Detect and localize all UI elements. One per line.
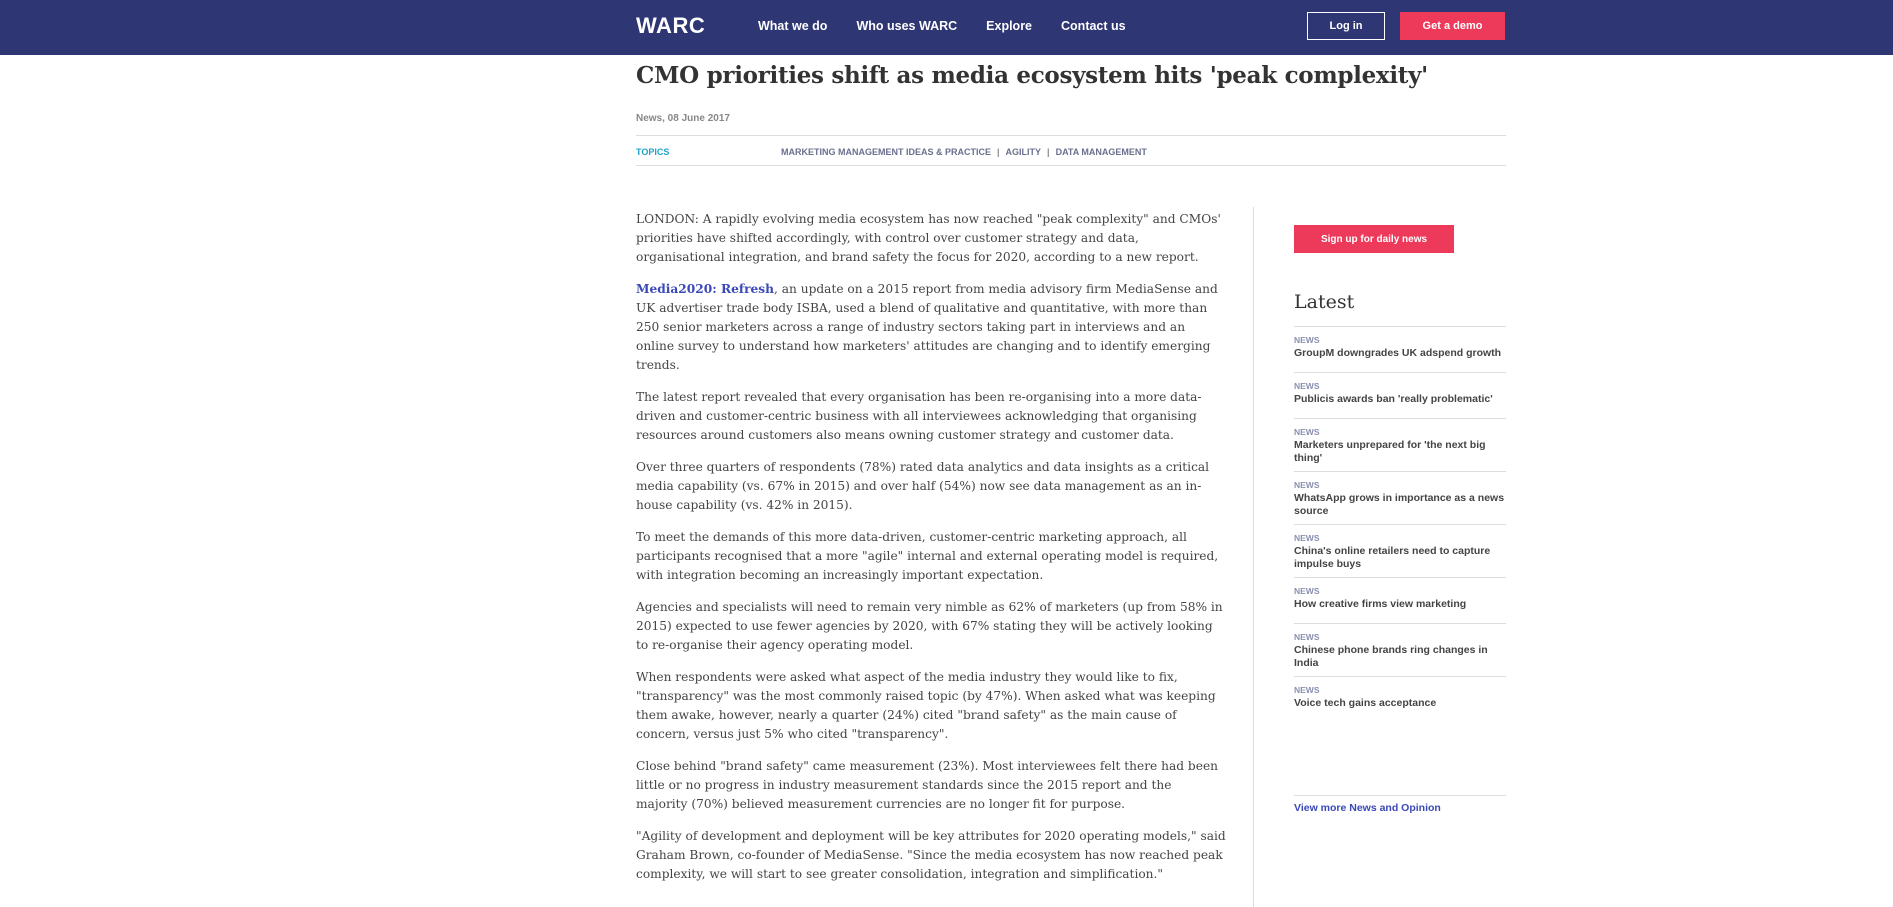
topic-separator: | <box>997 147 1000 157</box>
article-paragraph: The latest report revealed that every organisation has been re-organising into a more data-driven and customer-centric business with all interviewees acknowledging that organising resources around customers also means owning customer strategy and customer data. <box>636 390 1202 442</box>
article-paragraph <box>636 280 1226 375</box>
news-tag: NEWS <box>1294 335 1320 345</box>
news-tag: NEWS <box>1294 533 1320 543</box>
topic-link-agility[interactable]: AGILITY <box>1005 147 1042 157</box>
view-more-divider <box>1294 795 1506 796</box>
topics-label: TOPICS <box>636 147 670 157</box>
view-more-news-link[interactable]: View more News and Opinion <box>1294 802 1441 814</box>
media2020-refresh-link[interactable]: Media2020: Refresh <box>636 282 774 296</box>
news-headline[interactable]: Chinese phone brands ring changes in India <box>1294 644 1488 669</box>
article-paragraph: "Agility of development and deployment will be key attributes for 2020 operating models," said Graham Brown, co-founder of MediaSense. "Since the media ecosystem has now reached peak complexity, we will start to see greater consolidation, integration and simplification." <box>636 829 1226 881</box>
paragraph-text: , an update on a 2015 report from media advisory firm MediaSense and UK advertiser trade body ISBA, used a blend of qualitative and quantitative, with more than 250 senior marketers across a range of industry sectors taking part in interviews and an online survey to understand how marketers' attitudes are changing and to identify emerging trends. <box>636 282 1218 372</box>
news-headline[interactable]: WhatsApp grows in importance as a news source <box>1294 492 1505 517</box>
article-paragraph: To meet the demands of this more data-driven, customer-centric marketing approach, all participants recognised that a more "agile" internal and external operating model is required, with integration becoming an increasingly important expectation. <box>636 530 1219 582</box>
news-tag: NEWS <box>1294 586 1320 596</box>
news-tag: NEWS <box>1294 381 1320 391</box>
latest-news-item[interactable] <box>1294 326 1506 372</box>
article-paragraph: LONDON: A rapidly evolving media ecosystem has now reached "peak complexity" and CMOs' priorities have shifted accordingly, with control over customer strategy and data, organisational integration, and brand safety the focus for 2020, according to a new report. <box>636 212 1221 264</box>
news-headline[interactable]: Marketers unprepared for 'the next big thing' <box>1294 439 1486 464</box>
nav-what-we-do[interactable]: What we do <box>758 19 828 33</box>
article-meta: News, 08 June 2017 <box>636 113 730 124</box>
latest-news-item[interactable] <box>1294 577 1506 623</box>
news-headline[interactable]: China's online retailers need to capture impulse buys <box>1294 545 1491 570</box>
signup-daily-news-button[interactable]: Sign up for daily news <box>1294 225 1454 253</box>
latest-news-item[interactable] <box>1294 676 1506 722</box>
news-tag: NEWS <box>1294 480 1320 490</box>
news-tag: NEWS <box>1294 632 1320 642</box>
topic-separator: | <box>1047 147 1050 157</box>
latest-news-item[interactable] <box>1294 524 1506 577</box>
nav-contact-us[interactable]: Contact us <box>1061 19 1126 33</box>
news-headline[interactable]: Voice tech gains acceptance <box>1294 697 1437 709</box>
article-paragraph: Agencies and specialists will need to remain very nimble as 62% of marketers (up from 58% in 2015) expected to use fewer agencies by 2020, with 67% stating they will be actively looking to re-organise their agency operating model. <box>636 600 1223 652</box>
news-headline[interactable]: Publicis awards ban 'really problematic' <box>1294 393 1493 405</box>
latest-news-list <box>1294 326 1506 722</box>
nav-who-uses-warc[interactable]: Who uses WARC <box>856 19 958 33</box>
get-demo-button[interactable]: Get a demo <box>1400 12 1505 40</box>
article-paragraph: Close behind "brand safety" came measurement (23%). Most interviewees felt there had been little or no progress in industry measurement standards since the 2015 report and the majority (70%) believed measurement currencies are no longer fit for purpose. <box>636 759 1219 811</box>
top-navigation-bar <box>0 0 1893 55</box>
news-headline[interactable]: How creative firms view marketing <box>1294 598 1467 610</box>
latest-news-item[interactable] <box>1294 372 1506 418</box>
latest-news-item[interactable] <box>1294 471 1506 524</box>
nav-explore[interactable]: Explore <box>986 19 1033 33</box>
login-button[interactable]: Log in <box>1307 12 1385 40</box>
latest-news-item[interactable] <box>1294 418 1506 471</box>
topic-list <box>781 147 1147 157</box>
article-paragraph: When respondents were asked what aspect of the media industry they would like to fix, "transparency" was the most commonly raised topic (by 47%). When asked what was keeping them awake, however, nearly a quarter (24%) cited "brand safety" as the main cause of concern, versus just 5% who cited "transparency". <box>636 670 1216 741</box>
column-divider <box>1253 207 1254 907</box>
warc-logo[interactable]: WARC <box>636 13 706 38</box>
latest-news-item[interactable] <box>1294 623 1506 676</box>
topic-link-marketing-management[interactable]: MARKETING MANAGEMENT IDEAS & PRACTICE <box>781 147 992 157</box>
article-title: CMO priorities shift as media ecosystem hits 'peak complexity' <box>636 62 1428 89</box>
news-tag: NEWS <box>1294 685 1320 695</box>
latest-heading: Latest <box>1294 291 1355 313</box>
article-body <box>636 210 1226 897</box>
news-headline[interactable]: GroupM downgrades UK adspend growth <box>1294 347 1502 359</box>
topics-bar <box>636 135 1506 166</box>
main-nav <box>758 19 1155 33</box>
topic-link-data-management[interactable]: DATA MANAGEMENT <box>1055 147 1147 157</box>
news-tag: NEWS <box>1294 427 1320 437</box>
article-paragraph: Over three quarters of respondents (78%) rated data analytics and data insights as a critical media capability (vs. 67% in 2015) and over half (54%) now see data management as an in-house capability (vs. 42% in 2015). <box>636 460 1210 512</box>
